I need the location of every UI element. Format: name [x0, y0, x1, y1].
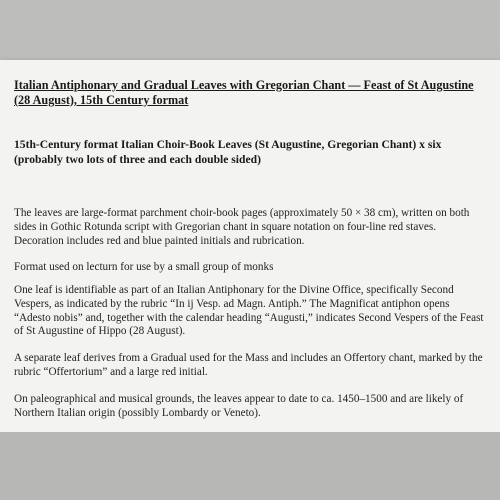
- paragraph-dating: On paleographical and musical grounds, the leaves appear to date to ca. 1450–1500 and are likely of Northern Italian origin (possibly Lombardy or Veneto).: [14, 393, 464, 419]
- document-title: Italian Antiphonary and Gradual Leaves with Gregorian Chant — Feast of St Augustine (28 August), 15th Century format: [14, 78, 474, 107]
- background-top: [0, 0, 500, 60]
- paragraph-format: Format used on lecturn for use by a small group of monks: [14, 261, 274, 273]
- background-bottom: [0, 432, 500, 500]
- paragraph-description: The leaves are large-format parchment choir-book pages (approximately 50 × 38 cm), written on both sides in Gothic Rotunda script with Gregorian chant in square notation on four-line red staves. Decoration includes red and blue painted initials and rubrication.: [14, 207, 470, 247]
- document-subtitle: 15th-Century format Italian Choir-Book Leaves (St Augustine, Gregorian Chant) x six (probably two lots of three and each double sided): [14, 138, 442, 166]
- paragraph-gradual: A separate leaf derives from a Gradual used for the Mass and includes an Offertory chant, marked by the rubric “Offertorium” and a large red initial.: [14, 352, 483, 378]
- document-sheet: [0, 60, 500, 432]
- paragraph-antiphonary: One leaf is identifiable as part of an Italian Antiphonary for the Divine Office, specifically Second Vespers, as indicated by the rubric “In ij Vesp. ad Magn. Antiph.” The Magnificat antiphon opens “Adesto nobis” and, together with the calendar heading “Augusti,” indicates Second Vespers of the Feast of St Augustine of Hippo (28 August).: [14, 284, 484, 338]
